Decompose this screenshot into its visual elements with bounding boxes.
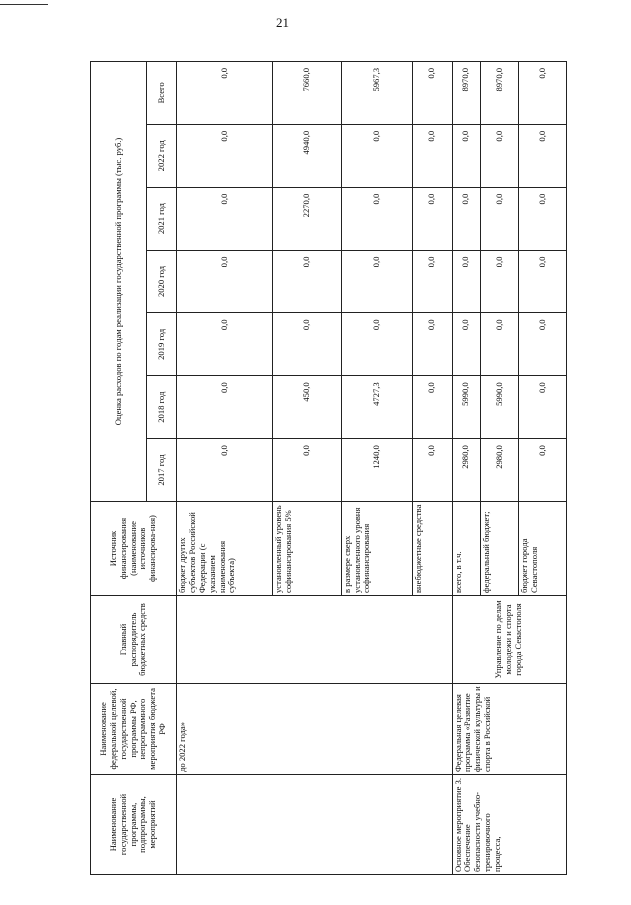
cell-value: 0,0 xyxy=(341,124,412,187)
cell-value: 8970,0 xyxy=(481,61,519,124)
header-year: 2017 год xyxy=(147,439,177,502)
cell-value: 0,0 xyxy=(341,250,412,313)
cell-value: 0,0 xyxy=(412,187,452,250)
cell-value: 0,0 xyxy=(412,61,452,124)
cell-value: 1240,0 xyxy=(341,439,412,502)
cell-value: 0,0 xyxy=(273,439,342,502)
header-year: 2018 год xyxy=(147,376,177,439)
cell-value: 0,0 xyxy=(412,124,452,187)
header-budget-manager: Главный распорядитель бюджетных средств xyxy=(91,596,177,684)
cell-value: 0,0 xyxy=(452,187,481,250)
budget-table xyxy=(90,61,567,875)
cell-value: 8970,0 xyxy=(452,61,481,124)
cell-value: 0,0 xyxy=(452,124,481,187)
cell-value: 0,0 xyxy=(452,313,481,376)
cell-value: 0,0 xyxy=(481,124,519,187)
cell-value: 0,0 xyxy=(518,313,566,376)
cell-value: 0,0 xyxy=(412,439,452,502)
header-year: 2019 год xyxy=(147,313,177,376)
cell-value: 0,0 xyxy=(177,313,273,376)
cell-value: 0,0 xyxy=(412,313,452,376)
cell-value: 0,0 xyxy=(481,187,519,250)
table-row xyxy=(452,61,481,874)
cell-section-name: Основное мероприятие 3. Обеспечение безопасности учебно-тренировочного процесса, xyxy=(452,775,566,875)
page-number: 21 xyxy=(276,15,289,30)
header-funding-source: Источник финансирования (наименование источников финансирова-ния) xyxy=(91,502,177,596)
cell-program-continuation: до 2022 года» xyxy=(177,684,453,775)
cell-value: 0,0 xyxy=(452,250,481,313)
cell-value: 0,0 xyxy=(481,313,519,376)
cell-section-manager: Управление по делам молодежи и спорта города Севастополя xyxy=(452,596,566,684)
cell-value: 5990,0 xyxy=(452,376,481,439)
cell-value: 7660,0 xyxy=(273,61,342,124)
cell-value: 2980,0 xyxy=(481,439,519,502)
cell-value: 450,0 xyxy=(273,376,342,439)
cell-value: 0,0 xyxy=(518,187,566,250)
cell-value: 0,0 xyxy=(341,187,412,250)
header-total: Всего xyxy=(147,61,177,124)
top-rule xyxy=(0,4,48,5)
cell-value: 0,0 xyxy=(177,61,273,124)
cell-value: 0,0 xyxy=(273,250,342,313)
cell-value: 2270,0 xyxy=(273,187,342,250)
cell-value: 0,0 xyxy=(518,250,566,313)
header-year: 2022 год xyxy=(147,124,177,187)
cell-value: 5967,3 xyxy=(341,61,412,124)
cell-source: в размере сверх установленного уровня софинансирования xyxy=(341,502,412,596)
cell-value: 0,0 xyxy=(273,313,342,376)
cell-source: бюджет других субъектов Российской Федерации (с указанием наименования субъекта) xyxy=(177,502,273,596)
header-year: 2021 год xyxy=(147,187,177,250)
cell-value: 0,0 xyxy=(412,250,452,313)
cell-value: 0,0 xyxy=(518,439,566,502)
cell-source: внебюджетные средства xyxy=(412,502,452,596)
cell-source: бюджет города Севастополя xyxy=(518,502,566,596)
cell-value: 4940,0 xyxy=(273,124,342,187)
cell-value: 0,0 xyxy=(518,61,566,124)
header-expenses-group: Оценка расходов по годам реализации государственной программы (тыс. руб.) xyxy=(91,61,147,501)
cell-source: всего, в т.ч. xyxy=(452,502,481,596)
cell-source: установленный уровень софинансирования 5% xyxy=(273,502,342,596)
rotated-table-container xyxy=(90,62,567,875)
cell-value: 4727,3 xyxy=(341,376,412,439)
cell-section-program: Федеральная целевая программа «Развитие физической культуры и спорта в Российской xyxy=(452,684,566,775)
cell-value: 0,0 xyxy=(177,250,273,313)
cell-value: 0,0 xyxy=(177,439,273,502)
cell-value: 0,0 xyxy=(177,187,273,250)
cell-value: 0,0 xyxy=(341,313,412,376)
header-year: 2020 год xyxy=(147,250,177,313)
cell-value: 0,0 xyxy=(518,376,566,439)
cell-value: 0,0 xyxy=(177,376,273,439)
header-program: Наименование государственной программы, подпрограммы, мероприятий xyxy=(91,775,177,875)
cell-value: 0,0 xyxy=(412,376,452,439)
cell-source: федеральный бюджет; xyxy=(481,502,519,596)
cell-value: 5990,0 xyxy=(481,376,519,439)
cell-value: 0,0 xyxy=(481,250,519,313)
header-federal-program: Наименование федеральной целевой, государственной программы РФ, непрограммного мероприятия бюджета РФ xyxy=(91,684,177,775)
table-row xyxy=(177,61,273,874)
cell-value: 0,0 xyxy=(518,124,566,187)
cell-value: 2980,0 xyxy=(452,439,481,502)
cell-value: 0,0 xyxy=(177,124,273,187)
cell-empty xyxy=(177,596,453,684)
cell-empty xyxy=(177,775,453,875)
